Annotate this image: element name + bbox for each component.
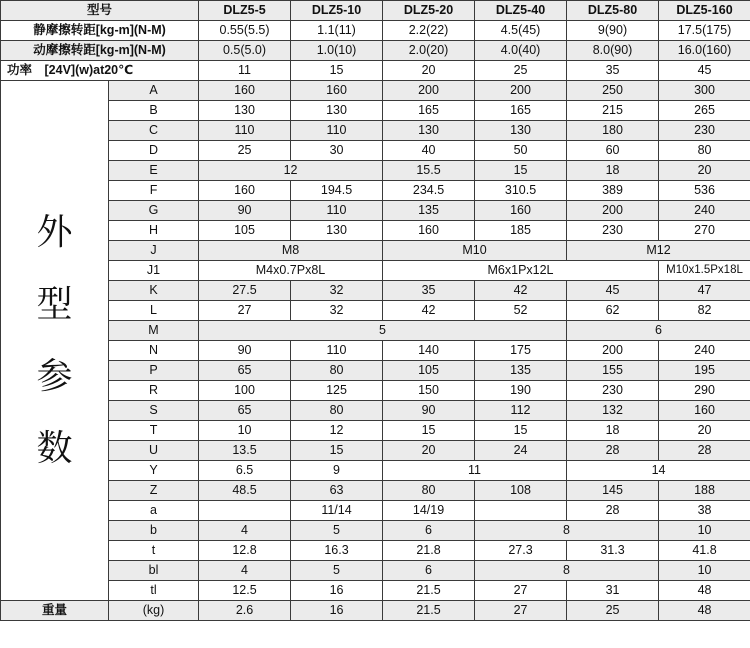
cell: 27 <box>475 581 567 601</box>
dim-label: bl <box>109 561 199 581</box>
cell: 48 <box>659 601 750 621</box>
model-dlz5-5: DLZ5-5 <box>199 1 291 21</box>
dim-row-l <box>1 301 750 321</box>
cell: 135 <box>383 201 475 221</box>
cell: 15 <box>291 61 383 81</box>
cell: 60 <box>567 141 659 161</box>
dim-label: E <box>109 161 199 181</box>
cell: 48 <box>659 581 750 601</box>
dim-row-p <box>1 361 750 381</box>
cell: 82 <box>659 301 750 321</box>
cell: M6x1Px12L <box>383 261 659 281</box>
cell: 27 <box>199 301 291 321</box>
dim-row-a-lower <box>1 501 750 521</box>
dim-row-k <box>1 281 750 301</box>
dim-row-a <box>1 81 750 101</box>
dim-label: K <box>109 281 199 301</box>
cell: 0.5(5.0) <box>199 41 291 61</box>
dim-label: b <box>109 521 199 541</box>
dim-row-t-lower <box>1 541 750 561</box>
cell: 2.2(22) <box>383 21 475 41</box>
cell: 52 <box>475 301 567 321</box>
cell: 31 <box>567 581 659 601</box>
cell: 110 <box>291 201 383 221</box>
cell: 140 <box>383 341 475 361</box>
cell: 48.5 <box>199 481 291 501</box>
dim-row-s <box>1 401 750 421</box>
dynamic-torque-label: 动摩擦转距[kg-m](N-M) <box>1 41 199 61</box>
cell: 13.5 <box>199 441 291 461</box>
cell: 28 <box>567 441 659 461</box>
cell: 155 <box>567 361 659 381</box>
cell: 310.5 <box>475 181 567 201</box>
cell: 100 <box>199 381 291 401</box>
dim-row-f <box>1 181 750 201</box>
dim-row-bl <box>1 561 750 581</box>
cell: 110 <box>291 341 383 361</box>
cell: 108 <box>475 481 567 501</box>
cell: 200 <box>475 81 567 101</box>
dim-label: D <box>109 141 199 161</box>
cell: 4 <box>199 561 291 581</box>
cell <box>475 501 567 521</box>
cell: 25 <box>199 141 291 161</box>
dimensions-title-char: 参 <box>36 355 73 397</box>
dim-row-b <box>1 101 750 121</box>
cell: 200 <box>383 81 475 101</box>
cell: 32 <box>291 281 383 301</box>
dim-row-e <box>1 161 750 181</box>
cell: 41.8 <box>659 541 750 561</box>
cell: 30 <box>291 141 383 161</box>
cell: 8 <box>475 561 659 581</box>
dim-label: L <box>109 301 199 321</box>
dimensions-title-char: 型 <box>36 283 73 325</box>
cell: 270 <box>659 221 750 241</box>
cell: 125 <box>291 381 383 401</box>
cell: 5 <box>291 521 383 541</box>
cell: 38 <box>659 501 750 521</box>
cell: 20 <box>659 161 750 181</box>
static-torque-row <box>1 21 750 41</box>
dim-label: Z <box>109 481 199 501</box>
cell: 90 <box>383 401 475 421</box>
cell: 11 <box>199 61 291 81</box>
cell: 80 <box>291 401 383 421</box>
cell: 10 <box>659 521 750 541</box>
cell: 300 <box>659 81 750 101</box>
cell: 130 <box>199 101 291 121</box>
dim-label: G <box>109 201 199 221</box>
cell: 18 <box>567 421 659 441</box>
cell: 15 <box>475 161 567 181</box>
cell: 40 <box>383 141 475 161</box>
cell: 12 <box>199 161 383 181</box>
cell: 11 <box>383 461 567 481</box>
cell: 20 <box>383 61 475 81</box>
dim-label: Y <box>109 461 199 481</box>
cell: 110 <box>291 121 383 141</box>
cell: 16 <box>291 581 383 601</box>
cell: 25 <box>475 61 567 81</box>
cell: 9(90) <box>567 21 659 41</box>
cell: 112 <box>475 401 567 421</box>
cell: 8.0(90) <box>567 41 659 61</box>
dimensions-title <box>1 81 109 601</box>
cell: 42 <box>475 281 567 301</box>
cell: 190 <box>475 381 567 401</box>
cell: 42 <box>383 301 475 321</box>
cell: 130 <box>383 121 475 141</box>
dim-row-t-upper <box>1 421 750 441</box>
weight-unit: (kg) <box>109 601 199 621</box>
cell: 130 <box>475 121 567 141</box>
cell: 240 <box>659 341 750 361</box>
cell: 145 <box>567 481 659 501</box>
cell: 5 <box>291 561 383 581</box>
dim-row-n <box>1 341 750 361</box>
weight-row <box>1 601 750 621</box>
dim-label: T <box>109 421 199 441</box>
cell: 25 <box>567 601 659 621</box>
cell: 4.0(40) <box>475 41 567 61</box>
dim-row-m <box>1 321 750 341</box>
cell: 32 <box>291 301 383 321</box>
cell: 6 <box>383 521 475 541</box>
cell: 27.5 <box>199 281 291 301</box>
cell: 240 <box>659 201 750 221</box>
cell: 27 <box>475 601 567 621</box>
cell: 35 <box>383 281 475 301</box>
cell: 250 <box>567 81 659 101</box>
cell: 1.1(11) <box>291 21 383 41</box>
cell: 165 <box>383 101 475 121</box>
dim-label: J <box>109 241 199 261</box>
dim-label: C <box>109 121 199 141</box>
model-label: 型号 <box>1 1 199 21</box>
dim-row-b-lower <box>1 521 750 541</box>
cell: 110 <box>199 121 291 141</box>
cell: 105 <box>199 221 291 241</box>
cell: 6.5 <box>199 461 291 481</box>
cell: 2.0(20) <box>383 41 475 61</box>
dim-label: H <box>109 221 199 241</box>
cell: 160 <box>475 201 567 221</box>
cell: 12 <box>291 421 383 441</box>
model-dlz5-160: DLZ5-160 <box>659 1 750 21</box>
cell: 15 <box>383 421 475 441</box>
dim-label: U <box>109 441 199 461</box>
dim-row-h <box>1 221 750 241</box>
dim-label: P <box>109 361 199 381</box>
cell: 65 <box>199 401 291 421</box>
cell: 14/19 <box>383 501 475 521</box>
dim-label: S <box>109 401 199 421</box>
cell: 188 <box>659 481 750 501</box>
cell: 15.5 <box>383 161 475 181</box>
cell: 5 <box>199 321 567 341</box>
dim-row-d <box>1 141 750 161</box>
dim-row-c <box>1 121 750 141</box>
cell: 17.5(175) <box>659 21 750 41</box>
cell: 105 <box>383 361 475 381</box>
model-dlz5-20: DLZ5-20 <box>383 1 475 21</box>
cell: 9 <box>291 461 383 481</box>
dim-label: a <box>109 501 199 521</box>
cell: 200 <box>567 341 659 361</box>
dim-label: J1 <box>109 261 199 281</box>
cell: 10 <box>659 561 750 581</box>
cell: 130 <box>291 101 383 121</box>
cell: 150 <box>383 381 475 401</box>
header-row <box>1 1 750 21</box>
cell: 11/14 <box>291 501 383 521</box>
dim-label: tl <box>109 581 199 601</box>
cell: 230 <box>659 121 750 141</box>
cell: 80 <box>291 361 383 381</box>
cell: 14 <box>567 461 750 481</box>
cell: 180 <box>567 121 659 141</box>
cell: 160 <box>291 81 383 101</box>
cell: 27.3 <box>475 541 567 561</box>
cell: 6 <box>383 561 475 581</box>
cell: 185 <box>475 221 567 241</box>
cell: 389 <box>567 181 659 201</box>
cell: M10 <box>383 241 567 261</box>
cell: M10x1.5Px18L <box>659 261 750 281</box>
cell: 215 <box>567 101 659 121</box>
cell: 4.5(45) <box>475 21 567 41</box>
power-row <box>1 61 750 81</box>
cell: 90 <box>199 201 291 221</box>
cell: 160 <box>383 221 475 241</box>
cell: 16.3 <box>291 541 383 561</box>
dim-label: A <box>109 81 199 101</box>
dim-row-u <box>1 441 750 461</box>
cell: 12.8 <box>199 541 291 561</box>
cell: 160 <box>659 401 750 421</box>
model-dlz5-10: DLZ5-10 <box>291 1 383 21</box>
cell: 47 <box>659 281 750 301</box>
cell: 1.0(10) <box>291 41 383 61</box>
cell: 230 <box>567 221 659 241</box>
cell: 2.6 <box>199 601 291 621</box>
cell: 16 <box>291 601 383 621</box>
cell: 4 <box>199 521 291 541</box>
cell: 10 <box>199 421 291 441</box>
cell: 536 <box>659 181 750 201</box>
dim-label: N <box>109 341 199 361</box>
cell: 6 <box>567 321 750 341</box>
cell: 290 <box>659 381 750 401</box>
dim-label: B <box>109 101 199 121</box>
cell: 165 <box>475 101 567 121</box>
dim-row-j1 <box>1 261 750 281</box>
cell <box>199 501 291 521</box>
dim-label: F <box>109 181 199 201</box>
cell: 8 <box>475 521 659 541</box>
cell: 20 <box>383 441 475 461</box>
cell: 28 <box>659 441 750 461</box>
cell: 28 <box>567 501 659 521</box>
cell: 62 <box>567 301 659 321</box>
cell: 230 <box>567 381 659 401</box>
cell: 15 <box>291 441 383 461</box>
dim-row-z <box>1 481 750 501</box>
cell: 80 <box>659 141 750 161</box>
cell: 160 <box>199 81 291 101</box>
cell: 175 <box>475 341 567 361</box>
cell: 50 <box>475 141 567 161</box>
cell: 20 <box>659 421 750 441</box>
cell: 132 <box>567 401 659 421</box>
cell: 200 <box>567 201 659 221</box>
cell: 90 <box>199 341 291 361</box>
dim-label: M <box>109 321 199 341</box>
cell: 65 <box>199 361 291 381</box>
model-dlz5-40: DLZ5-40 <box>475 1 567 21</box>
cell: 35 <box>567 61 659 81</box>
cell: 24 <box>475 441 567 461</box>
cell: 0.55(5.5) <box>199 21 291 41</box>
dimensions-title-char: 数 <box>36 427 73 469</box>
dynamic-torque-row <box>1 41 750 61</box>
dim-row-j <box>1 241 750 261</box>
dim-label: t <box>109 541 199 561</box>
cell: 80 <box>383 481 475 501</box>
cell: 15 <box>475 421 567 441</box>
cell: M12 <box>567 241 750 261</box>
cell: 160 <box>199 181 291 201</box>
cell: 12.5 <box>199 581 291 601</box>
model-dlz5-80: DLZ5-80 <box>567 1 659 21</box>
cell: 265 <box>659 101 750 121</box>
cell: 18 <box>567 161 659 181</box>
cell: 21.5 <box>383 581 475 601</box>
cell: 31.3 <box>567 541 659 561</box>
power-label: 功率 [24V](w)at20℃ <box>1 61 199 81</box>
dim-label: R <box>109 381 199 401</box>
cell: 45 <box>567 281 659 301</box>
dim-row-y <box>1 461 750 481</box>
dim-row-g <box>1 201 750 221</box>
cell: 234.5 <box>383 181 475 201</box>
cell: 45 <box>659 61 750 81</box>
cell: 135 <box>475 361 567 381</box>
cell: 21.5 <box>383 601 475 621</box>
cell: M8 <box>199 241 383 261</box>
cell: 16.0(160) <box>659 41 750 61</box>
cell: 130 <box>291 221 383 241</box>
dim-row-tl <box>1 581 750 601</box>
cell: M4x0.7Px8L <box>199 261 383 281</box>
cell: 21.8 <box>383 541 475 561</box>
cell: 63 <box>291 481 383 501</box>
dim-row-r <box>1 381 750 401</box>
cell: 195 <box>659 361 750 381</box>
cell: 194.5 <box>291 181 383 201</box>
dimensions-title-char: 外 <box>36 211 73 253</box>
weight-label: 重量 <box>1 601 109 621</box>
static-torque-label: 静摩擦转距[kg-m](N-M) <box>1 21 199 41</box>
